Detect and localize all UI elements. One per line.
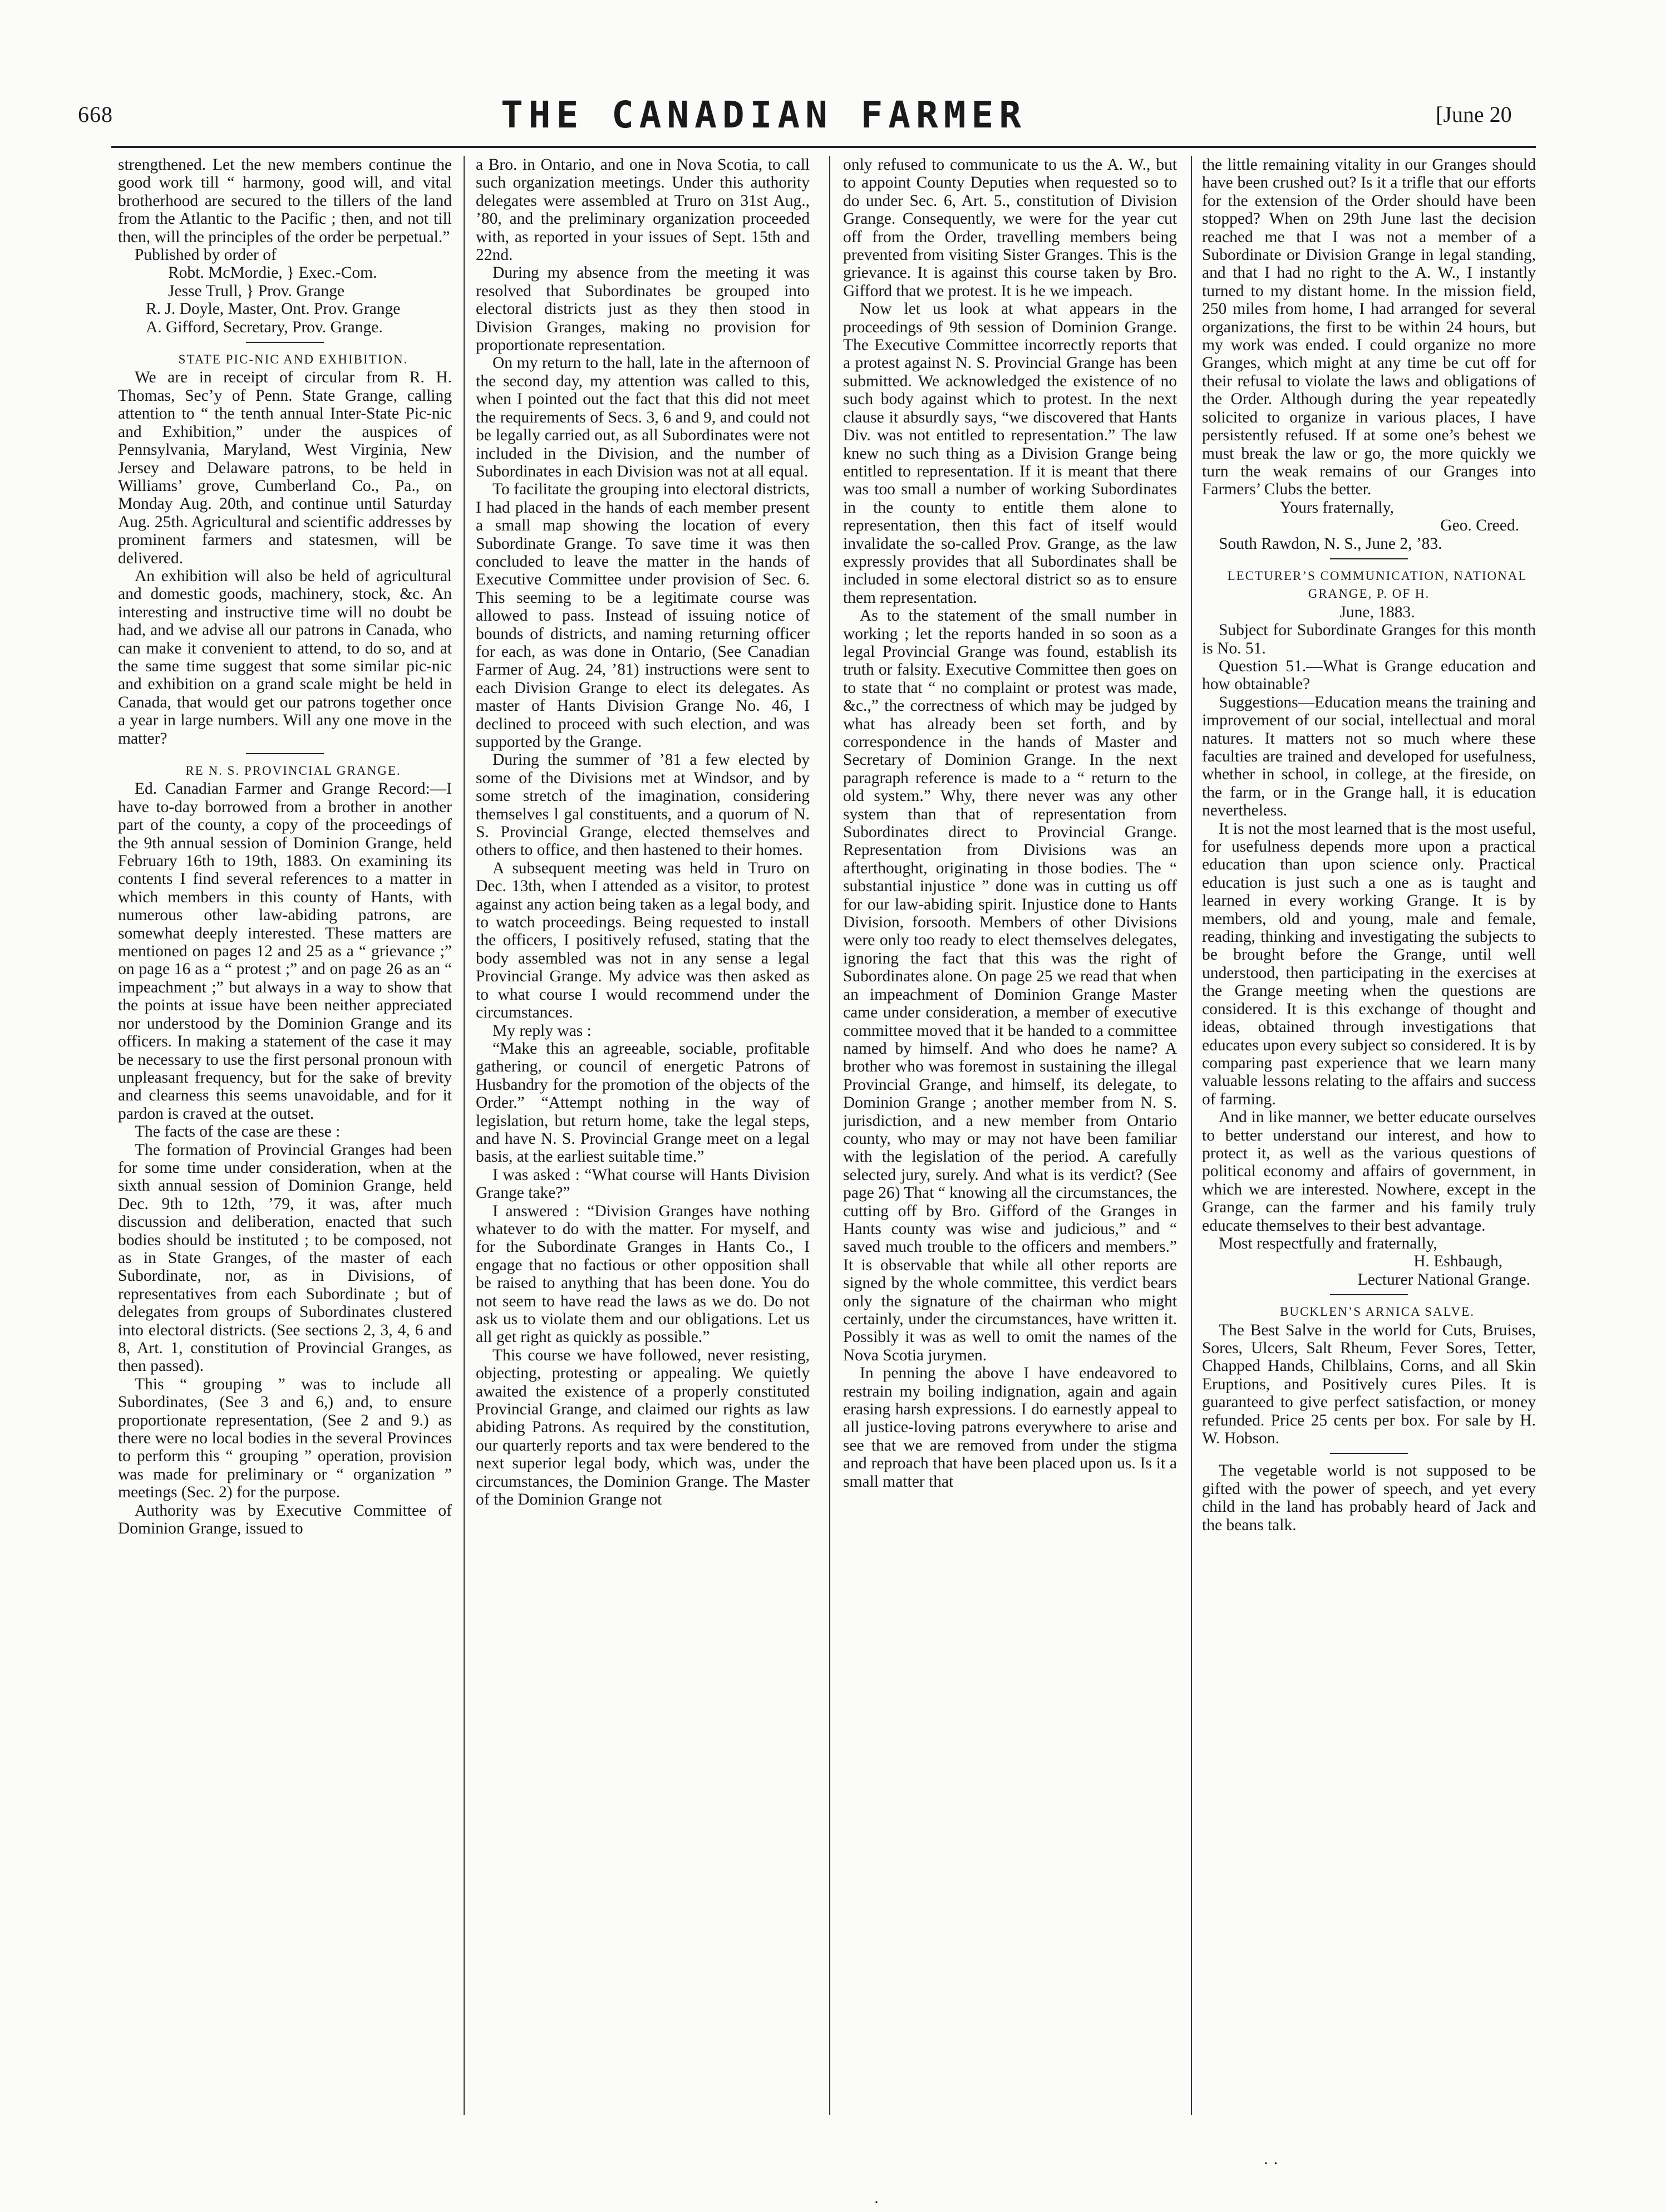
- article-text: This course we have followed, never resisting, objecting, protesting or appealing. We quietly awaited the existence of a properly constituted Provincial Grange, and claimed our rights as law abiding Patrons. As required by the constitution, our quarterly reports and tax were bendered to the next superior legal body, which was, under the circumstances, the Dominion Grange. The Master of the Dominion Grange not: [476, 1346, 810, 1509]
- column-divider: [464, 156, 465, 2115]
- article-quote: “Make this an agreeable, sociable, profitable gathering, or council of energetic Patrons of Husbandry for the promotion of the objects of the Order.” “Attempt nothing in the way of legislation, but return home, take the legal steps, and have N. S. Provincial Grange meet on a legal basis, at the earliest suitable time.”: [476, 1039, 810, 1166]
- article-text: A subsequent meeting was held in Truro on Dec. 13th, when I attended as a visitor, to protest against any action being taken as a legal body, and to watch proceedings. Being requested to install the officers, I positively refused, stating that the body assembled was not in any sense a legal Provincial Grange. My advice was then asked as to what course I would recommend under the circumstances.: [476, 859, 810, 1022]
- section-rule: [1330, 1294, 1408, 1295]
- dateline: South Rawdon, N. S., June 2, ’83.: [1219, 534, 1442, 553]
- print-speck: · ·: [1263, 2154, 1279, 2172]
- signature: R. J. Doyle, Master, Ont. Prov. Grange: [146, 300, 401, 318]
- column-1: [118, 156, 452, 2115]
- masthead-title: THE CANADIAN FARMER: [501, 94, 1027, 136]
- section-heading: RE N. S. PROVINCIAL GRANGE.: [185, 764, 401, 778]
- column-divider: [829, 156, 830, 2115]
- signature: H. Eshbaugh,: [1413, 1252, 1503, 1271]
- page-number: 668: [78, 102, 113, 127]
- article-text: To facilitate the grouping into electoral districts, I had placed in the hands of each member present a small map showing the location of every Subordinate Grange. To save time it was then concluded to leave the matter in the hands of Executive Committee under provision of Sec. 6. This seeming to be a legitimate course was allowed to pass. Instead of issuing notice of bounds of districts, and naming returning officer for each, as was done in Ontario, (See Canadian Farmer of Aug. 24, ’81) instructions were sent to each Division Grange to elect its delegates. As master of Hants Division Grange No. 46, I declined to proceed with such election, and was supported by the Grange.: [476, 480, 810, 751]
- section-rule: [246, 342, 324, 343]
- article-text: In penning the above I have endeavored to restrain my boiling indignation, again and again erasing harsh expressions. I do earnestly appeal to all justice-loving patrons everywhere to arise and see that we are removed from under the stigma and reproach that have been placed upon us. Is it a small matter that: [843, 1364, 1177, 1491]
- article-text: The formation of Provincial Granges had been for some time under consideration, when at the sixth annual session of Dominion Grange, held Dec. 9th to 12th, ’79, it was, after much discussion and deliberation, enacted that such bodies should be instituted ; to be composed, not as in State Granges, of the master of each Subordinate, nor, as in Divisions, of representatives from each Subordinate ; but of delegates from groups of Subordinates clustered into electoral districts. (See sections 2, 3, 4, 6 and 8, Art. 1, constitution of Provincial Granges, as then passed).: [118, 1141, 452, 1375]
- article-text: My reply was :: [492, 1021, 592, 1040]
- closing: Most respectfully and fraternally,: [1219, 1234, 1437, 1252]
- print-speck: ·: [874, 2193, 879, 2211]
- section-heading: LECTURER’S COMMUNICATION, NATIONAL GRANGE, P. OF H.: [1227, 568, 1528, 601]
- article-text: An exhibition will also be held of agricultural and domestic goods, machinery, stock, &c. An interesting and instructive time will no doubt be had, and we advise all our patrons in Canada, who can make it convenient to attend, to do so, and at the same time suggest that some similar pic-nic and exhibition on a grand scale might be held in Canada, that would get our patrons together once a year in large numbers. Will any one move in the matter?: [118, 567, 452, 748]
- article-text: Subject for Subordinate Granges for this month is No. 51.: [1202, 621, 1536, 657]
- section-rule: [1330, 1453, 1408, 1454]
- article-text: I was asked : “What course will Hants Division Grange take?”: [476, 1166, 810, 1202]
- dateline: June, 1883.: [1339, 603, 1415, 621]
- article-text: And in like manner, we better educate ourselves to better understand our interest, and how to protect it, as well as the various questions of political economy and affairs of government, in which we are interested. Nowhere, except in the Grange, can the farmer and his family truly educate themselves to their best advantage.: [1202, 1108, 1536, 1235]
- article-text: It is not the most learned that is the most useful, for usefulness depends more upon a practical education than upon science only. Practical education is just such a one as is taught and learned in every working Grange. It is by members, old and young, male and female, reading, thinking and investigating the subjects to be brought before the Grange, until well understood, then participating in the exercises at the Grange meeting when the questions are considered. It is this exchange of thought and ideas, obtained through investigations that educates upon every subject so considered. It is by comparing past experience that we learn many valuable lessons relating to the affairs and success of farming.: [1202, 819, 1536, 1108]
- article-text: On my return to the hall, late in the afternoon of the second day, my attention was called to this, when I pointed out the fact that this did not meet the requirements of Secs. 3, 6 and 9, and could not be legally carried out, as all Subordinates were not included in the Division, and the number of Subordinates in each Division was not at all equal.: [476, 354, 810, 480]
- byline: Published by order of: [135, 246, 277, 264]
- issue-date: [June 20: [1436, 102, 1512, 127]
- section-rule: [246, 753, 324, 754]
- article-text: Now let us look at what appears in the proceedings of 9th session of Dominion Grange. The Executive Committee incorrectly reports that a protest against N. S. Provincial Grange has been submitted. We acknowledged the existence of no such body against which to protest. In the next clause it absurdly says, “we discovered that Hants Div. was not entitled to representation.” The law knew no such thing as a Division Grange being entitled to representation. If it is meant that there was too small a number of working Subordinates in the county to entitle them alone to representation, then this fact of itself would invalidate the so-called Prov. Grange, as the law expressly provides that all Subordinates shall be included in some electoral district so as to ensure them representation.: [843, 300, 1177, 607]
- article-text: Question 51.—What is Grange education and how obtainable?: [1202, 657, 1536, 694]
- signature: Jesse Trull, } Prov. Grange: [168, 282, 345, 300]
- column-4: [1202, 156, 1536, 2115]
- article-text: This “ grouping ” was to include all Subordinates, (See 3 and 6,) and, to ensure proportionate representation, (See 2 and 9.) as there were no local bodies in the several Provinces to perform this “ grouping ” operation, provision was made for preliminary or “ organization ” meetings (Sec. 2) for the purpose.: [118, 1375, 452, 1502]
- column-divider: [1191, 156, 1192, 2115]
- article-text: Suggestions—Education means the training and improvement of our social, intellectual and moral natures. It matters not so much where these faculties are trained and developed for usefulness, whether in school, in college, at the fireside, on the farm, or in the Grange hall, it is education nevertheless.: [1202, 693, 1536, 820]
- signature: Geo. Creed.: [1440, 517, 1519, 535]
- article-text: Ed. Canadian Farmer and Grange Record:—I have to-day borrowed from a brother in another part of the county, a copy of the proceedings of the 9th annual session of Dominion Grange, held February 16th to 19th, 1883. On examining its contents I find several references to a matter in which members in this county of Hants, with numerous other law-abiding patrons, are somewhat deeply interested. These matters are mentioned on pages 12 and 25 as a “ grievance ;” on page 16 as a “ protest ;” and on page 26 as an “ impeachment ;” but always in a way to show that the points at issue have been neither appreciated nor understood by the Dominion Grange and its officers. In making a statement of the case it may be necessary to use the first personal pronoun with unpleasant frequency, but for the sake of brevity and clearness this seems unavoidable, and for it pardon is craved at the outset.: [118, 780, 452, 1123]
- column-3: [843, 156, 1177, 2115]
- article-text: a Bro. in Ontario, and one in Nova Scotia, to call such organization meetings. Under this authority delegates were assembled at Truro on 31st Aug., ’80, and the preliminary organization proceeded with, as reported in your issues of Sept. 15th and 22nd.: [476, 156, 810, 264]
- article-text: I answered : “Division Granges have nothing whatever to do with the matter. For myself, and for the Subordinate Granges in Hants Co., I engage that no factious or other opposition shall be raised to anything that has been done. You do not seem to have read the laws as we do. Do not ask us to violate them and our obligations. Let us all get right as quickly as possible.”: [476, 1202, 810, 1346]
- article-text: During my absence from the meeting it was resolved that Subordinates be grouped into electoral districts just as they then stood in Division Granges, making no provision for proportionate representation.: [476, 264, 810, 355]
- section-heading: STATE PIC-NIC AND EXHIBITION.: [178, 352, 408, 367]
- article-text: The vegetable world is not supposed to be gifted with the power of speech, and yet every child in the land has probably heard of Jack and the beans talk.: [1202, 1462, 1536, 1534]
- signature: Lecturer National Grange.: [1357, 1270, 1530, 1289]
- article-text: The facts of the case are these :: [135, 1123, 341, 1141]
- section-rule: [1330, 558, 1408, 559]
- article-text: the little remaining vitality in our Granges should have been crushed out? Is it a trifle that our efforts for the extension of the Order should have been stopped? When on 29th June last the decision reached me that I was not a member of a Subordinate or Division Grange in legal standing, and that I had no right to the A. W., I instantly turned to my distant home. In the mission field, 250 miles from home, I had arranged for several organizations, the first to be within 24 hours, but my work was ended. I could organize no more Granges, which might at any time be cut off for their refusal to violate the laws and obligations of the Order. Although during the year repeatedly solicited to organize in various places, I have persistently refused. If at some one’s behest we must break the law or go, the more quickly we turn the weak remains of our Granges into Farmers’ Clubs the better.: [1202, 156, 1536, 499]
- article-text: strengthened. Let the new members continue the good work till “ harmony, good will, and vital brotherhood are secured to the tillers of the land from the Atlantic to the Pacific ; then, and not till then, will the principles of the order be perpetual.”: [118, 156, 452, 246]
- article-text: Authority was by Executive Committee of Dominion Grange, issued to: [118, 1501, 452, 1538]
- header-rule: [111, 146, 1536, 148]
- signature: A. Gifford, Secretary, Prov. Grange.: [146, 318, 383, 336]
- article-text: As to the statement of the small number in working ; let the reports handed in so soon as a legal Provincial Grange was found, establish its truth or falsity. Executive Committee then goes on to state that “ no complaint or protest was made, &c.,” the correctness of which may be judged by what has already been set forth, and by correspondence in the hands of Master and Secretary of Dominion Grange. In the next paragraph reference is made to a “ return to the old system.” Why, there never was any other system than that of representation from Subordinates direct to Provincial Grange. Representation from Divisions was an afterthought, originating in those bodies. The “ substantial injustice ” done was in cutting us off for our law-abiding spirit. Injustice done to Hants Division, forsooth. Members of other Divisions were only too ready to elect themselves delegates, ignoring the fact that this was the right of Subordinates alone. On page 25 we read that when an impeachment of Dominion Grange Master came under consideration, a member of executive committee moved that it be handed to a committee named by himself. And who does he name? A brother who was foremost in sustaining the illegal Provincial Grange, and himself, its delegate, to Dominion Grange ; another member from N. S. jurisdiction, and a new member from Ontario county, who may or may not have been familiar with the legislation of the period. A carefully selected jury, surely. And what is its verdict? (See page 26) That “ knowing all the circumstances, the cutting off by Bro. Gifford of the Granges in Hants county was wise and judicious,” and “ saved much trouble to the officers and members.” It is observable that while all other reports are signed by the whole committee, this verdict bears only the signature of the chairman who might certainly, under the circumstances, have written it. Possibly it was as well to omit the names of the Nova Scotia jurymen.: [843, 607, 1177, 1364]
- article-text: only refused to communicate to us the A. W., but to appoint County Deputies when requested so to do under Sec. 6, Art. 5., constitution of Division Grange. Consequently, we were for the year cut off from the Order, travelling members being prevented from visiting Sister Granges. This is the grievance. It is against this course taken by Bro. Gifford that we protest. It is he we impeach.: [843, 156, 1177, 300]
- closing: Yours fraternally,: [1280, 498, 1394, 517]
- signature: Robt. McMordie, } Exec.-Com.: [168, 264, 377, 282]
- advertisement-text: The Best Salve in the world for Cuts, Bruises, Sores, Ulcers, Salt Rheum, Fever Sores, Tetter, Chapped Hands, Chilblains, Corns, and all Skin Eruptions, and Positively cures Piles. It is guaranteed to give perfect satisfaction, or money refunded. Price 25 cents per box. For sale by H. W. Hobson.: [1202, 1321, 1536, 1448]
- column-2: [476, 156, 810, 2115]
- section-heading: BUCKLEN’S ARNICA SALVE.: [1280, 1305, 1475, 1319]
- article-text: We are in receipt of circular from R. H. Thomas, Sec’y of Penn. State Grange, calling attention to “ the tenth annual Inter-State Pic-nic and Exhibition,” under the auspices of Pennsylvania, Maryland, West Virginia, New Jersey and Delaware patrons, to be held in Williams’ grove, Cumberland Co., Pa., on Monday Aug. 20th, and continue until Saturday Aug. 25th. Agricultural and scientific addresses by prominent farmers and statesmen, will be delivered.: [118, 368, 452, 567]
- article-text: During the summer of ’81 a few elected by some of the Divisions met at Windsor, and by some stretch of the imagination, considering themselves l gal constituents, and a quorum of N. S. Provincial Grange, elected themselves and others to office, and then hastened to their homes.: [476, 751, 810, 859]
